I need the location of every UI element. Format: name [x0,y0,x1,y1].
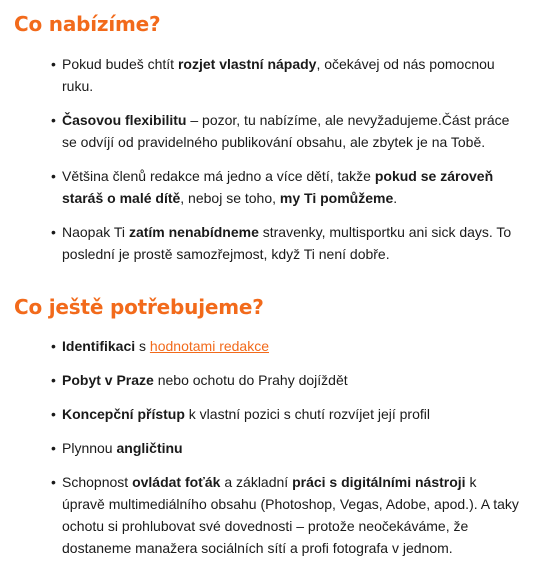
list-item: • Pokud budeš chtít rozjet vlastní nápady, očekávej od nás pomocnou ruku. [62,53,522,97]
list-item: • Časovou flexibilitu – pozor, tu nabízíme, ale nevyžadujeme.Část práce se odvíjí od pravidelného publikování obsahu, ale zbytek je na Tobě. [62,109,522,153]
bullet-icon: • [51,56,56,72]
bullet-icon: • [51,112,56,128]
bullet-icon: • [51,168,56,184]
bullet-icon: • [51,338,56,354]
offer-list [14,53,522,265]
list-item: • Identifikaci s hodnotami redakce [62,335,522,357]
section-heading-requirements: Co ještě potřebujeme? [14,295,264,319]
list-item: • Plynnou angličtinu [62,437,522,459]
list-item: • Naopak Ti zatím nenabídneme stravenky, multisportku ani sick days. To poslední je prostě samozřejmost, když Ti není dobře. [62,221,522,265]
list-item: • Pobyt v Praze nebo ochotu do Prahy dojíždět [62,369,522,391]
list-item: • Schopnost ovládat foťák a základní práci s digitálními nástroji k úpravě multimediálního obsahu (Photoshop, Vegas, Adobe, apod.). A taky ochotu si prohlubovat své dovednosti – protože neočekáváme, že dostaneme manažera sociálních sítí a profi fotografa v jednom. [62,471,522,559]
values-link[interactable]: hodnotami redakce [149,338,269,354]
bullet-icon: • [51,474,56,490]
bullet-icon: • [51,224,56,240]
list-item: • Koncepční přístup k vlastní pozici s chutí rozvíjet její profil [62,403,522,425]
requirements-list [14,335,522,559]
list-item: • Většina členů redakce má jedno a více dětí, takže pokud se zároveň staráš o malé dítě, neboj se toho, my Ti pomůžeme. [62,165,522,209]
bullet-icon: • [51,440,56,456]
bullet-icon: • [51,406,56,422]
section-heading-offer: Co nabízíme? [14,12,161,36]
bullet-icon: • [51,372,56,388]
